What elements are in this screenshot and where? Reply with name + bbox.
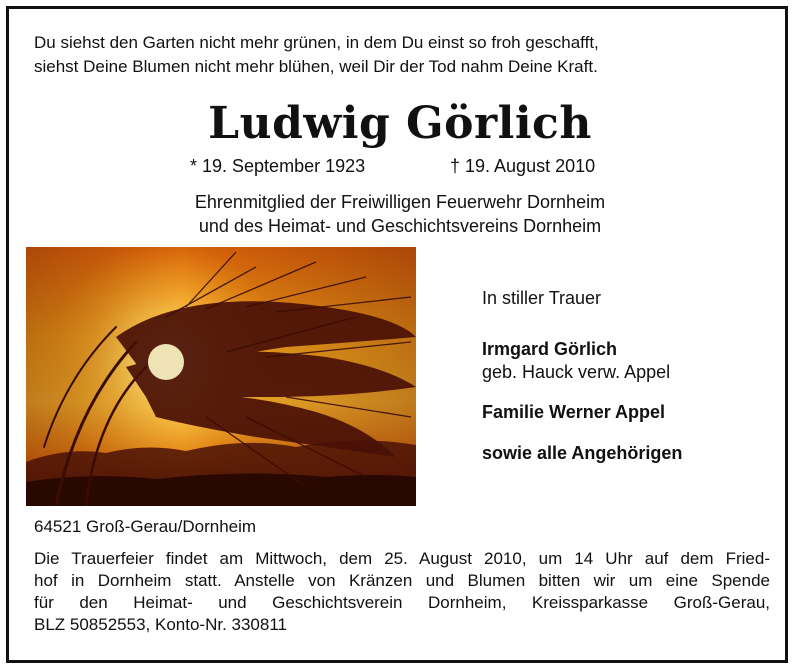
mourner-name: Irmgard Görlich	[482, 339, 618, 359]
mourner-family: Familie Werner Appel	[482, 402, 666, 422]
poem-line-2: siehst Deine Blumen nicht mehr blühen, weil Dir der Tod nahm Deine Kraft.	[34, 57, 598, 76]
funeral-notice	[34, 548, 770, 636]
poem-line-1: Du siehst den Garten nicht mehr grünen, in dem Du einst so froh geschafft,	[34, 33, 599, 52]
mourner-maiden-name: geb. Hauck verw. Appel	[482, 362, 671, 382]
notice-line-4: BLZ 50852553, Konto-Nr. 330811	[34, 615, 287, 634]
mourning-intro: In stiller Trauer	[482, 288, 602, 308]
wheat-sunset-photo	[26, 247, 416, 506]
birth-date: * 19. September 1923	[190, 156, 366, 176]
mourner-others: sowie alle Angehörigen	[482, 443, 683, 463]
deceased-name: Ludwig Görlich	[208, 98, 592, 149]
notice-line-2: hof in Dornheim statt. Anstelle von Kränzen und Blumen bitten wir um eine Spende	[34, 571, 770, 590]
death-date: † 19. August 2010	[450, 156, 596, 176]
notice-line-3: für den Heimat- und Geschichtsverein Dornheim, Kreissparkasse Groß-Gerau,	[34, 593, 770, 612]
honor-line-2: und des Heimat- und Geschichtsvereins Dornheim	[198, 216, 602, 236]
notice-line-1: Die Trauerfeier findet am Mittwoch, dem 25. August 2010, um 14 Uhr auf dem Fried-	[34, 549, 770, 568]
honor-line-1: Ehrenmitglied der Freiwilligen Feuerwehr Dornheim	[194, 192, 606, 212]
place-of-residence: 64521 Groß-Gerau/Dornheim	[34, 517, 257, 536]
